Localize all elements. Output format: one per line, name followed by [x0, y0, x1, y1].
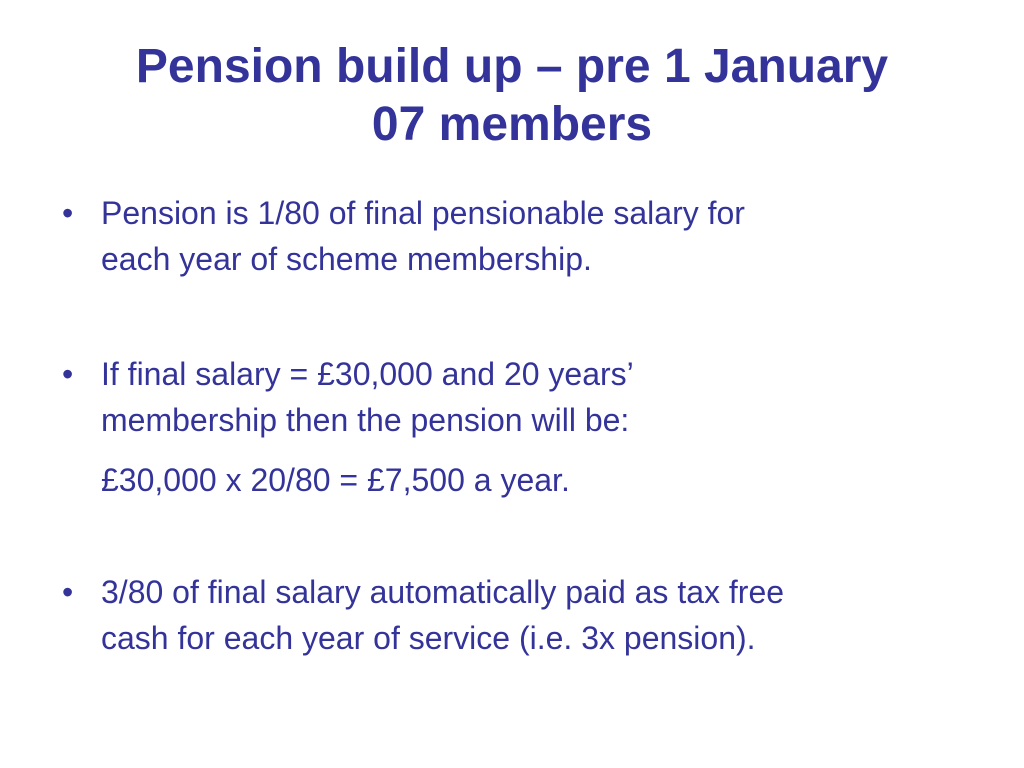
- slide-title-line-1: Pension build up – pre 1 January: [135, 40, 889, 93]
- bullet-text: [101, 190, 981, 282]
- bullet-marker-icon: •: [62, 195, 74, 231]
- bullet-text-line: membership then the pension will be:: [101, 402, 630, 438]
- bullet-marker-icon: •: [62, 574, 74, 610]
- calculation-line: £30,000 x 20/80 = £7,500 a year.: [101, 462, 570, 498]
- bullet-marker-icon: •: [62, 356, 74, 392]
- bullet-text-line: If final salary = £30,000 and 20 years’: [101, 356, 634, 392]
- slide-title-line-2: 07 members: [371, 98, 653, 151]
- slide-title: [40, 38, 984, 154]
- bullet-text: [101, 351, 981, 443]
- bullet-text-line: cash for each year of service (i.e. 3x pension).: [101, 620, 756, 656]
- bullet-text: [101, 569, 981, 661]
- bullet-text-line: 3/80 of final salary automatically paid as tax free: [101, 574, 785, 610]
- calculation-text: [101, 457, 981, 503]
- bullet-text-line: each year of scheme membership.: [101, 241, 592, 277]
- bullet-text-line: Pension is 1/80 of final pensionable salary for: [101, 195, 745, 231]
